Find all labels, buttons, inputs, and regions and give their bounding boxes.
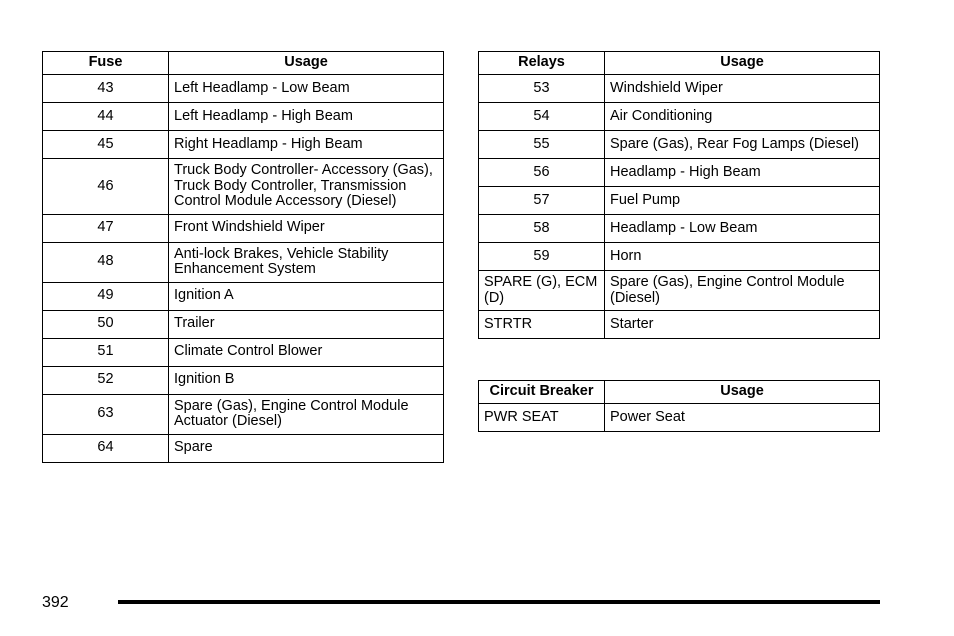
fuse-number: 63: [43, 394, 169, 434]
table-row: [479, 243, 880, 271]
fuse-number: 45: [43, 131, 169, 159]
column-header: Relays: [479, 52, 605, 75]
fuse-usage: Ignition A: [169, 282, 444, 310]
table-row: [43, 103, 444, 131]
table-row: [43, 75, 444, 103]
relay-number: 56: [479, 159, 605, 187]
fuse-number: 64: [43, 434, 169, 462]
relay-number: 55: [479, 131, 605, 159]
table-row: [479, 131, 880, 159]
table-row: [43, 366, 444, 394]
fuse-number: 46: [43, 159, 169, 215]
fuse-number: 52: [43, 366, 169, 394]
table-header-row: [43, 52, 444, 75]
table-row: [479, 311, 880, 339]
relay-usage: Headlamp - High Beam: [605, 159, 880, 187]
relay-usage: Fuel Pump: [605, 187, 880, 215]
relay-usage: Air Conditioning: [605, 103, 880, 131]
table-row: [43, 131, 444, 159]
column-header: Usage: [605, 381, 880, 404]
table-header-row: [479, 381, 880, 404]
table-row: [479, 404, 880, 432]
fuse-usage: Left Headlamp - Low Beam: [169, 75, 444, 103]
fuse-usage: Climate Control Blower: [169, 338, 444, 366]
column-header: Fuse: [43, 52, 169, 75]
fuse-number: 50: [43, 310, 169, 338]
table-row: [479, 271, 880, 311]
table-row: [43, 242, 444, 282]
fuse-number: 48: [43, 242, 169, 282]
footer-divider: [118, 600, 880, 604]
table-row: [43, 394, 444, 434]
column-header: Circuit Breaker: [479, 381, 605, 404]
table-row: [43, 338, 444, 366]
relay-number: 54: [479, 103, 605, 131]
relay-usage: Spare (Gas), Rear Fog Lamps (Diesel): [605, 131, 880, 159]
table-header-row: [479, 52, 880, 75]
table-row: [43, 159, 444, 215]
table-row: [43, 434, 444, 462]
fuse-table: [42, 51, 444, 463]
table-row: [43, 282, 444, 310]
relay-table: [478, 51, 880, 339]
breaker-id: PWR SEAT: [479, 404, 605, 432]
fuse-usage: Left Headlamp - High Beam: [169, 103, 444, 131]
fuse-usage: Right Headlamp - High Beam: [169, 131, 444, 159]
fuse-number: 44: [43, 103, 169, 131]
fuse-number: 49: [43, 282, 169, 310]
table-row: [479, 187, 880, 215]
table-row: [479, 159, 880, 187]
relay-usage: Windshield Wiper: [605, 75, 880, 103]
column-header: Usage: [605, 52, 880, 75]
fuse-number: 51: [43, 338, 169, 366]
fuse-usage: Anti-lock Brakes, Vehicle Stability Enhancement System: [169, 242, 444, 282]
page-number: 392: [42, 594, 69, 611]
relay-number: SPARE (G), ECM (D): [479, 271, 605, 311]
fuse-usage: Spare: [169, 434, 444, 462]
table-row: [479, 75, 880, 103]
column-header: Usage: [169, 52, 444, 75]
table-row: [43, 310, 444, 338]
fuse-usage: Truck Body Controller- Accessory (Gas), Truck Body Controller, Transmission Control Module Accessory (Diesel): [169, 159, 444, 215]
fuse-usage: Ignition B: [169, 366, 444, 394]
fuse-usage: Front Windshield Wiper: [169, 214, 444, 242]
relay-number: 58: [479, 215, 605, 243]
fuse-usage: Spare (Gas), Engine Control Module Actuator (Diesel): [169, 394, 444, 434]
relay-number: 57: [479, 187, 605, 215]
fuse-usage: Trailer: [169, 310, 444, 338]
relay-usage: Starter: [605, 311, 880, 339]
breaker-usage: Power Seat: [605, 404, 880, 432]
circuit-breaker-table: [478, 380, 880, 432]
relay-number: STRTR: [479, 311, 605, 339]
relay-usage: Horn: [605, 243, 880, 271]
table-row: [43, 214, 444, 242]
relay-number: 53: [479, 75, 605, 103]
table-row: [479, 215, 880, 243]
fuse-number: 43: [43, 75, 169, 103]
relay-usage: Spare (Gas), Engine Control Module (Diesel): [605, 271, 880, 311]
fuse-number: 47: [43, 214, 169, 242]
relay-usage: Headlamp - Low Beam: [605, 215, 880, 243]
relay-number: 59: [479, 243, 605, 271]
table-row: [479, 103, 880, 131]
